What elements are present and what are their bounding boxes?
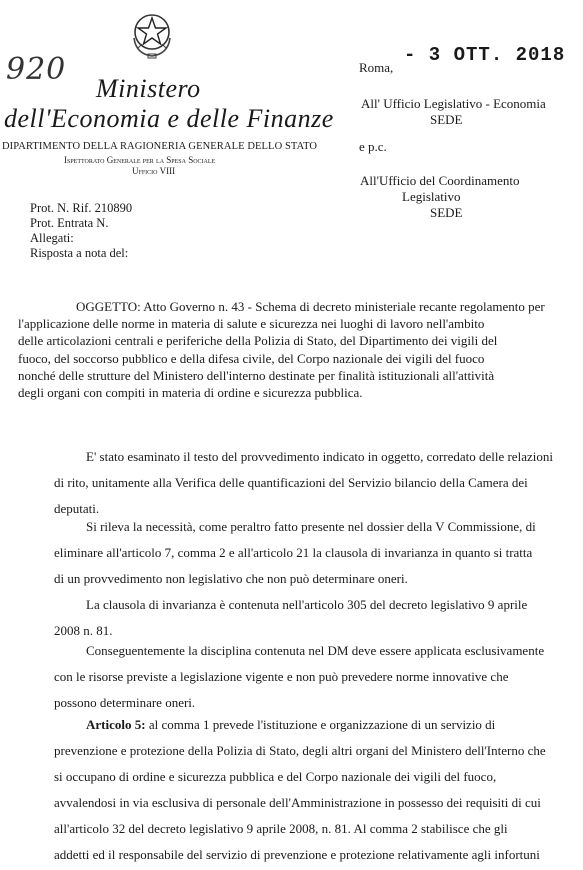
paragraph-line: di un provvedimento non legislativo che non può determinare oneri. [54, 571, 408, 586]
dateline-place: Roma, [359, 60, 394, 75]
handwritten-number: 920 [6, 52, 67, 87]
paragraph-5 [54, 712, 569, 868]
paragraph-line: con le risorse previste a legislazione vigente e non può prevedere norme innovative che [54, 669, 509, 684]
ministry-name-line2: dell'Economia e delle Finanze [4, 104, 334, 133]
paragraph-line [54, 712, 569, 738]
paragraph-line: eliminare all'articolo 7, comma 2 e all'articolo 21 la clausola di invarianza in quanto si tratta [54, 545, 533, 560]
italian-emblem-icon [128, 8, 176, 60]
office-name: Ufficio VIII [132, 166, 176, 176]
ministry-name-line1: Ministero [96, 74, 201, 103]
cc-label: e p.c. [359, 139, 387, 154]
subject-line: fuoco, del soccorso pubblico e della difesa civile, del Corpo nazionale dei vigili del fuoco [18, 350, 485, 366]
recipient-line-1: All' Ufficio Legislativo - Economia [361, 96, 546, 111]
inspectorate-name: Ispettorato Generale per la Spesa Sociale [64, 155, 216, 165]
recipient-line-2: SEDE [430, 112, 463, 127]
paragraph-line: E' stato esaminato il testo del provvedimento indicato in oggetto, corredato delle relazioni [86, 449, 553, 464]
cc-recipient-line-1: All'Ufficio del Coordinamento [360, 173, 520, 188]
protocol-entry: Prot. Entrata N. [30, 216, 109, 230]
subject-block [18, 298, 566, 401]
paragraph-line: Si rileva la necessità, come peraltro fatto presente nel dossier della V Commissione, di [86, 519, 536, 534]
subject-line: nonché delle strutture del Ministero dell'interno destinate per finalità istituzionali all'attività [18, 367, 495, 383]
paragraph-line: 2008 n. 81. [54, 623, 113, 638]
protocol-reference: Prot. N. Rif. 210890 [30, 201, 133, 215]
subject-line: degli organi con compiti in materia di ordine e sicurezza pubblica. [18, 385, 363, 401]
cc-recipient-line-2: Legislativo [402, 189, 461, 204]
paragraph-line: La clausola di invarianza è contenuta nell'articolo 305 del decreto legislativo 9 aprile [86, 597, 528, 612]
paragraph-line: si occupano di ordine e sicurezza pubblica e del Corpo nazionale dei vigili del fuoco, [54, 769, 497, 784]
protocol-reply-to: Risposta a nota del: [30, 246, 129, 260]
paragraph-line: avvalendosi in via esclusiva di personale dell'Amministrazione in possesso dei requisiti di cui [54, 795, 541, 810]
article-label: Articolo 5: [86, 717, 146, 732]
paragraph-2 [54, 514, 569, 592]
subject-line: OGGETTO: Atto Governo n. 43 - Schema di decreto ministeriale recante regolamento per [76, 299, 545, 314]
protocol-attachments: Allegati: [30, 231, 74, 245]
subject-line: l'applicazione delle norme in materia di salute e sicurezza nei luoghi di lavoro nell'ambito [18, 316, 485, 332]
paragraph-line-rest: al comma 1 prevede l'istituzione e organizzazione di un servizio di [145, 717, 496, 732]
paragraph-3 [54, 592, 569, 644]
subject-line: delle articolazioni centrali e periferiche della Polizia di Stato, del Dipartimento dei vigili del [18, 333, 498, 349]
paragraph-line: all'articolo 32 del decreto legislativo 9 aprile 2008, n. 81. Al comma 2 stabilisce che gli [54, 821, 508, 836]
paragraph-line: possono determinare oneri. [54, 695, 196, 710]
paragraph-line: prevenzione e protezione della Polizia di Stato, degli altri organi del Ministero dell'Interno che [54, 743, 546, 758]
paragraph-line: addetti ed il responsabile del servizio di prevenzione e protezione relativamente agli infortuni [54, 847, 540, 862]
paragraph-line: Conseguentemente la disciplina contenuta nel DM deve essere applicata esclusivamente [86, 643, 545, 658]
paragraph-1 [54, 444, 569, 522]
date-stamp: - 3 OTT. 2018 [404, 44, 566, 66]
paragraph-4 [54, 638, 569, 716]
cc-recipient-line-3: SEDE [430, 205, 463, 220]
department-name: DIPARTIMENTO DELLA RAGIONERIA GENERALE DELLO STATO [2, 141, 318, 152]
paragraph-line: di rito, unitamente alla Verifica delle quantificazioni del Servizio bilancio della Camera dei [54, 475, 528, 490]
paragraph-line: deputati. [54, 501, 100, 516]
